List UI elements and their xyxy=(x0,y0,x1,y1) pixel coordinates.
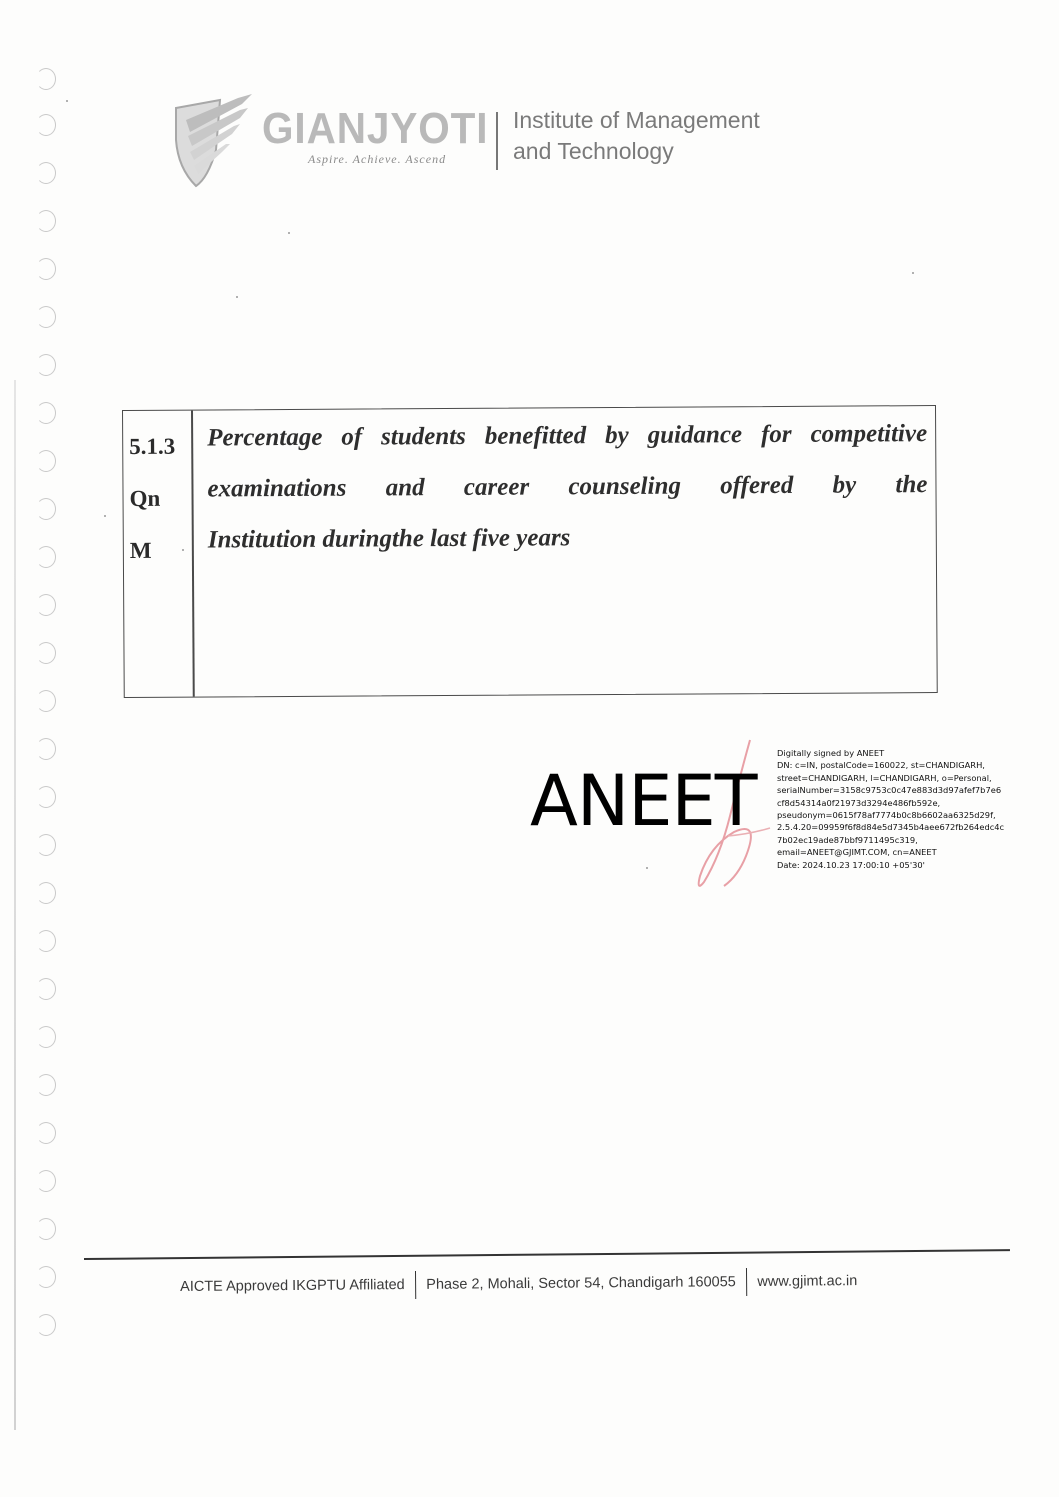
binder-hole xyxy=(36,210,56,232)
question-box xyxy=(122,405,938,698)
binder-hole xyxy=(36,978,56,1000)
question-text-line: Institution duringthe last five years xyxy=(207,524,571,554)
binder-hole xyxy=(36,834,56,856)
signature-detail-line: DN: c=IN, postalCode=160022, st=CHANDIGARH, xyxy=(777,760,985,771)
scan-speck xyxy=(646,867,648,869)
question-number-line: 5.1.3 xyxy=(129,433,176,459)
page-edge-shadow xyxy=(14,380,16,1430)
binder-hole xyxy=(36,402,56,424)
binder-hole xyxy=(36,1266,56,1288)
binder-holes xyxy=(36,60,66,1380)
signature-detail-line: Date: 2024.10.23 17:00:10 +05'30' xyxy=(777,859,925,870)
signature-detail-line: street=CHANDIGARH, l=CHANDIGARH, o=Personal, xyxy=(777,772,992,783)
binder-hole xyxy=(36,258,56,280)
footer-rule xyxy=(84,1249,1010,1259)
binder-hole xyxy=(36,306,56,328)
binder-hole xyxy=(36,1170,56,1192)
question-text xyxy=(207,408,928,565)
binder-hole xyxy=(36,738,56,760)
question-text-line: examinations and career counseling offered by the xyxy=(207,471,928,503)
scan-speck xyxy=(288,232,290,234)
signature-detail-line: serialNumber=3158c9753c0c47e883d3d97afef7b7e6 xyxy=(777,785,1002,796)
signature-detail-line: 2.5.4.20=09959f6f8d84e5d7345b4aee672fb264edc4c xyxy=(777,822,1005,833)
signature-detail-line: cf8d54314a0f21973d3294e486fb592e, xyxy=(777,797,941,808)
binder-hole xyxy=(36,114,56,136)
binder-hole xyxy=(36,1314,56,1336)
scan-speck xyxy=(104,515,106,517)
question-column-divider xyxy=(191,411,194,697)
gianjyoti-logo-icon xyxy=(168,90,258,190)
scan-speck xyxy=(236,296,238,298)
signature-detail-line: 7b02ec19ade87bbf9711495c319, xyxy=(777,834,918,845)
question-text-line: Percentage of students benefitted by guidance for competitive xyxy=(207,420,928,452)
question-number xyxy=(129,421,190,577)
binder-hole xyxy=(36,594,56,616)
binder-hole xyxy=(36,162,56,184)
binder-hole xyxy=(36,1218,56,1240)
binder-hole xyxy=(36,546,56,568)
binder-hole xyxy=(36,786,56,808)
signature-detail-line: Digitally signed by ANEET xyxy=(777,748,885,758)
institute-name xyxy=(513,105,760,167)
signer-name: ANEET xyxy=(530,760,757,842)
binder-hole xyxy=(36,1074,56,1096)
binder-hole xyxy=(36,930,56,952)
binder-hole xyxy=(36,1026,56,1048)
footer-approval: AICTE Approved IKGPTU Affiliated xyxy=(180,1277,405,1295)
institute-name-line-2: and Technology xyxy=(513,138,674,164)
binder-hole xyxy=(36,68,56,90)
binder-hole xyxy=(36,498,56,520)
footer-address: Phase 2, Mohali, Sector 54, Chandigarh 160055 xyxy=(426,1274,736,1293)
question-number-line: M xyxy=(129,537,152,563)
header-divider xyxy=(496,112,498,170)
binder-hole xyxy=(36,1122,56,1144)
signature-detail-line: email=ANEET@GJIMT.COM, cn=ANEET xyxy=(777,847,937,858)
scan-speck xyxy=(182,549,184,551)
institute-name-line-1: Institute of Management xyxy=(513,107,760,133)
brand-tagline: Aspire. Achieve. Ascend xyxy=(308,152,447,166)
brand-name: GIANJYOTI xyxy=(262,104,489,153)
scan-speck xyxy=(912,272,914,274)
footer-separator xyxy=(746,1268,748,1296)
signature-detail-line: pseudonym=0615f78af7774b0c8b6602aa6325d29f, xyxy=(777,810,996,821)
binder-hole xyxy=(36,882,56,904)
binder-hole xyxy=(36,450,56,472)
binder-hole xyxy=(36,642,56,664)
footer-website: www.gjimt.ac.in xyxy=(757,1273,858,1290)
question-number-line: Qn xyxy=(129,485,161,511)
footer xyxy=(180,1267,857,1301)
footer-separator xyxy=(415,1271,417,1299)
signature-details xyxy=(777,747,1047,871)
binder-hole xyxy=(36,354,56,376)
binder-hole xyxy=(36,690,56,712)
scan-speck xyxy=(66,100,68,102)
